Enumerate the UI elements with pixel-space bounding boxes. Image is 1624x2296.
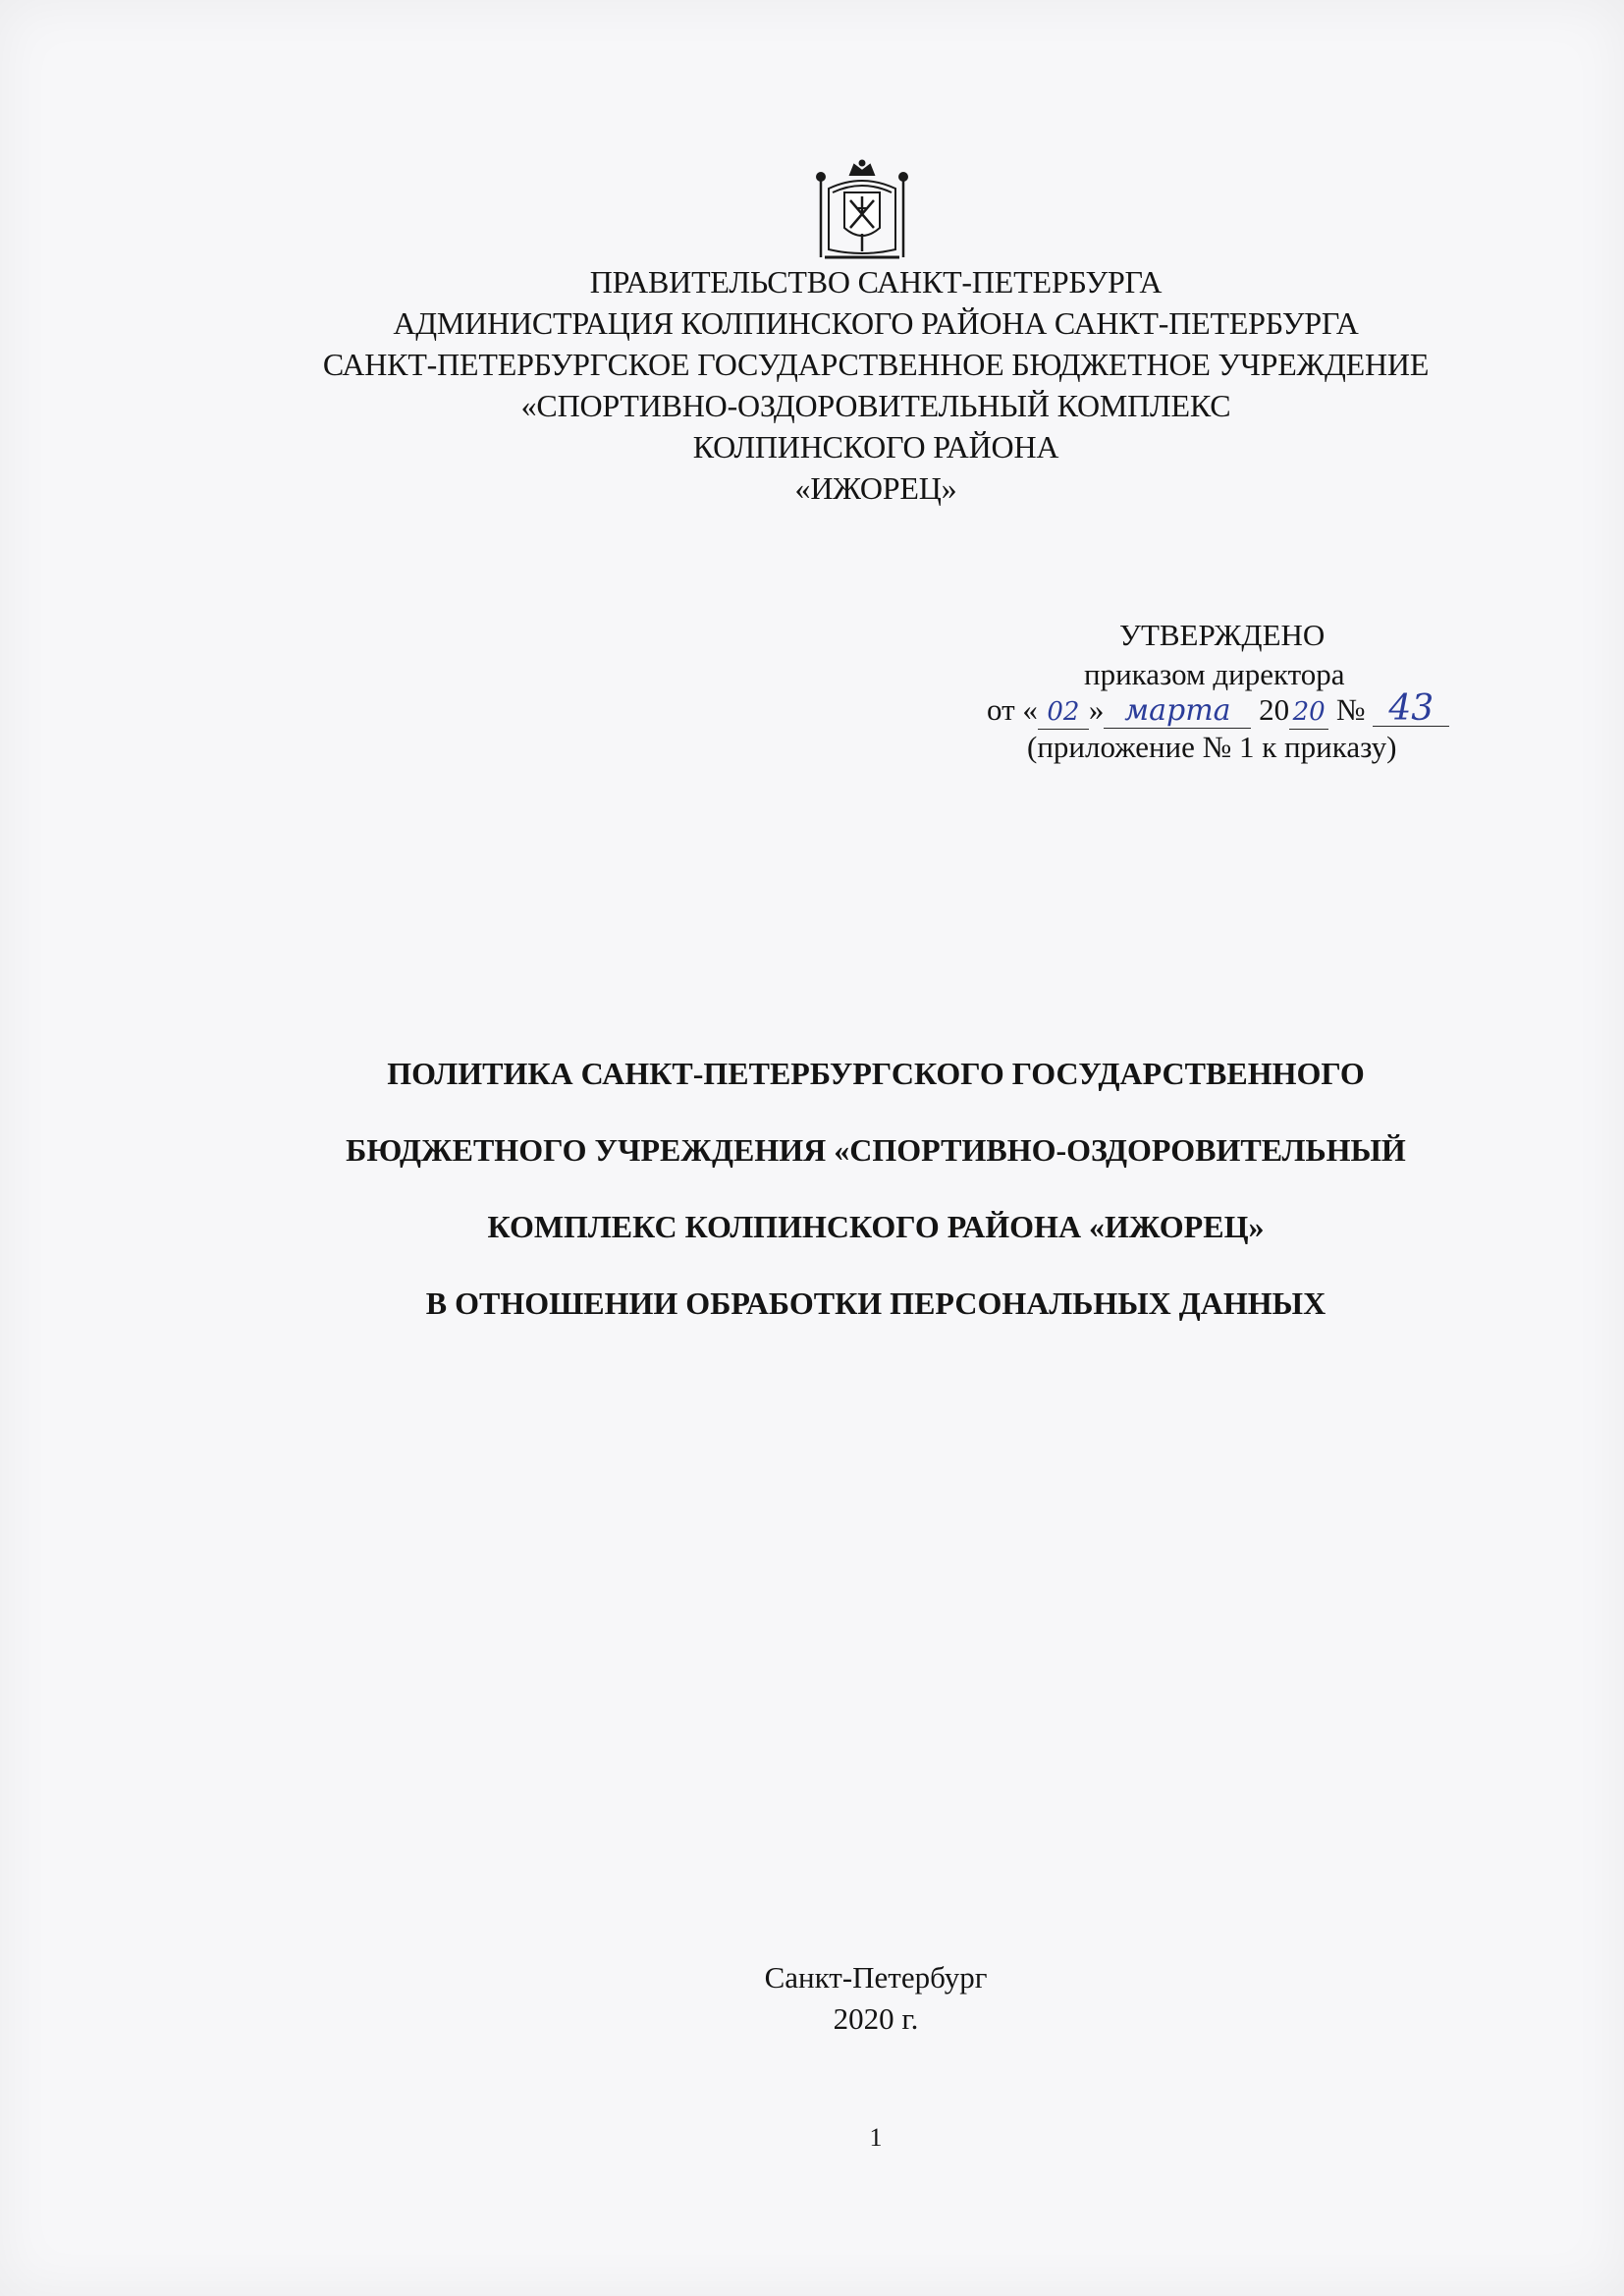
place-and-year: [0, 1957, 1624, 2040]
title-line-4: В ОТНОШЕНИИ ОБРАБОТКИ ПЕРСОНАЛЬНЫХ ДАННЫХ: [425, 1285, 1326, 1321]
header-line-government: ПРАВИТЕЛЬСТВО САНКТ-ПЕТЕРБУРГА: [589, 264, 1163, 300]
year-prefix: 20: [1259, 692, 1290, 727]
page-number: 1: [869, 2123, 883, 2152]
handwritten-day: 02: [1038, 697, 1089, 730]
organization-header: [0, 261, 1624, 509]
document-title: [0, 1053, 1624, 1359]
approval-date-line: [987, 688, 1449, 730]
header-line-institution-name-2: КОЛПИНСКОГО РАЙОНА: [692, 429, 1059, 465]
coat-of-arms-emblem: [815, 159, 909, 261]
header-line-administration: АДМИНИСТРАЦИЯ КОЛПИНСКОГО РАЙОНА САНКТ-ПЕТЕРБУРГА: [393, 305, 1359, 341]
approval-appendix: (приложение № 1 к приказу): [1027, 730, 1397, 764]
title-line-2: БЮДЖЕТНОГО УЧРЕЖДЕНИЯ «СПОРТИВНО-ОЗДОРОВИТЕЛЬНЫЙ: [346, 1132, 1406, 1168]
year: 2020 г.: [833, 2001, 919, 2036]
handwritten-month: марта: [1104, 696, 1251, 729]
header-line-institution-name-1: «СПОРТИВНО-ОЗДОРОВИТЕЛЬНЫЙ КОМПЛЕКС: [520, 388, 1231, 423]
approval-heading: УТВЕРЖДЕНО: [1119, 618, 1326, 652]
header-line-institution-name-3: «ИЖОРЕЦ»: [794, 470, 957, 506]
approval-by-order: приказом директора: [1084, 657, 1345, 691]
date-prefix: от «: [987, 692, 1038, 727]
handwritten-year: 20: [1289, 697, 1328, 730]
title-line-1: ПОЛИТИКА САНКТ-ПЕТЕРБУРГСКОГО ГОСУДАРСТВЕННОГО: [387, 1056, 1365, 1091]
handwritten-order-number: 43: [1373, 694, 1449, 727]
city: Санкт-Петербург: [764, 1960, 988, 1995]
order-number-label: №: [1335, 692, 1366, 727]
date-mid: »: [1088, 692, 1105, 727]
header-line-institution-type: САНКТ-ПЕТЕРБУРГСКОЕ ГОСУДАРСТВЕННОЕ БЮДЖЕТНОЕ УЧРЕЖДЕНИЕ: [322, 347, 1430, 382]
title-line-3: КОМПЛЕКС КОЛПИНСКОГО РАЙОНА «ИЖОРЕЦ»: [487, 1209, 1265, 1244]
